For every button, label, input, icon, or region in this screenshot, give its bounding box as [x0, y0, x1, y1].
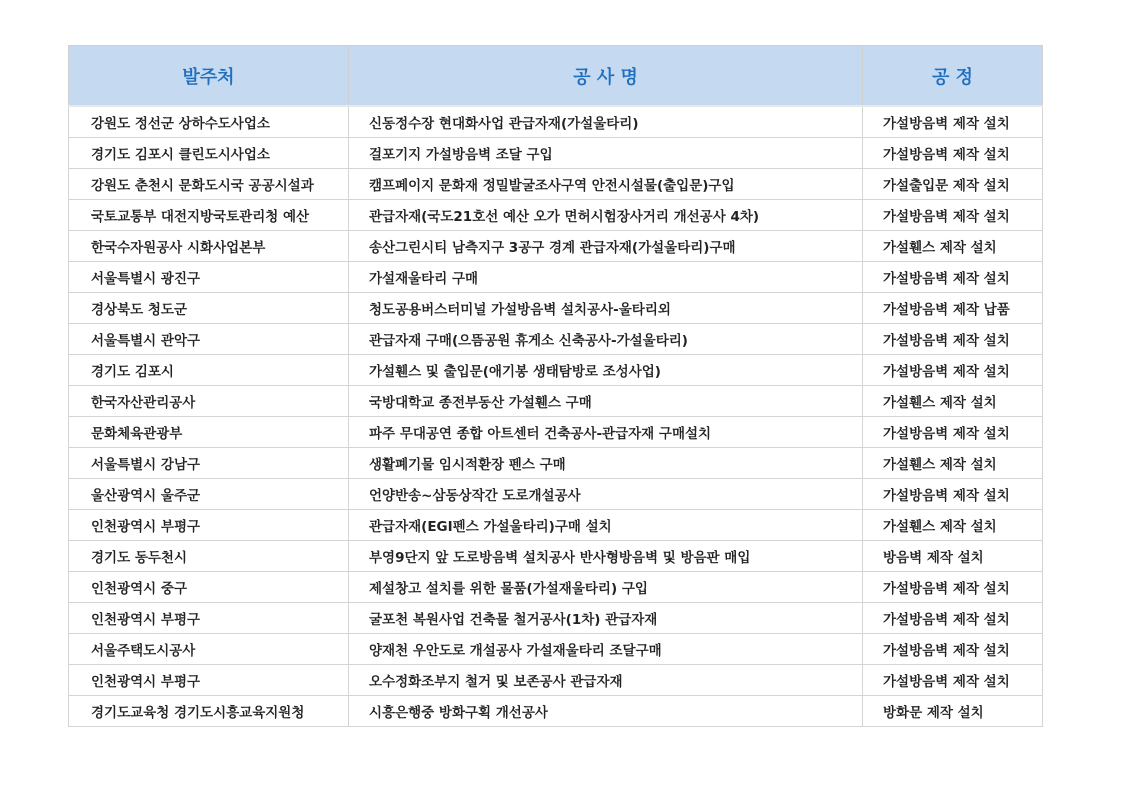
table-row [69, 541, 1043, 572]
cell-process: 가설방음벽 제작 설치 [863, 479, 1043, 510]
cell-project: 오수정화조부지 철거 및 보존공사 관급자재 [349, 665, 863, 696]
table-row [69, 200, 1043, 231]
column-header-project: 공 사 명 [349, 46, 863, 107]
cell-process: 가설방음벽 제작 설치 [863, 634, 1043, 665]
cell-process: 가설휀스 제작 설치 [863, 510, 1043, 541]
table-row [69, 355, 1043, 386]
cell-process: 가설휀스 제작 설치 [863, 386, 1043, 417]
cell-project: 청도공용버스터미널 가설방음벽 설치공사-울타리외 [349, 293, 863, 324]
table-row [69, 448, 1043, 479]
cell-process: 방화문 제작 설치 [863, 696, 1043, 727]
table-row [69, 138, 1043, 169]
cell-project: 가설휀스 및 출입문(애기봉 생태탐방로 조성사업) [349, 355, 863, 386]
cell-client: 서울특별시 광진구 [69, 262, 349, 293]
cell-process: 방음벽 제작 설치 [863, 541, 1043, 572]
cell-client: 경기도 김포시 [69, 355, 349, 386]
cell-client: 서울주택도시공사 [69, 634, 349, 665]
project-table [68, 45, 1043, 727]
project-record-sheet [68, 45, 1042, 727]
cell-client: 서울특별시 관악구 [69, 324, 349, 355]
cell-client: 경기도 동두천시 [69, 541, 349, 572]
cell-client: 경기도교육청 경기도시흥교육지원청 [69, 696, 349, 727]
table-row [69, 572, 1043, 603]
cell-client: 경기도 김포시 클린도시사업소 [69, 138, 349, 169]
cell-process: 가설방음벽 제작 설치 [863, 324, 1043, 355]
cell-project: 캠프페이지 문화재 정밀발굴조사구역 안전시설물(출입문)구입 [349, 169, 863, 200]
cell-process: 가설휀스 제작 설치 [863, 448, 1043, 479]
table-row [69, 262, 1043, 293]
cell-process: 가설방음벽 제작 설치 [863, 603, 1043, 634]
cell-project: 걸포기지 가설방음벽 조달 구입 [349, 138, 863, 169]
cell-project: 파주 무대공연 종합 아트센터 건축공사-관급자재 구매설치 [349, 417, 863, 448]
column-header-process: 공 정 [863, 46, 1043, 107]
cell-client: 국토교통부 대전지방국토관리청 예산 [69, 200, 349, 231]
cell-project: 신동정수장 현대화사업 관급자재(가설울타리) [349, 106, 863, 138]
cell-process: 가설출입문 제작 설치 [863, 169, 1043, 200]
cell-client: 강원도 정선군 상하수도사업소 [69, 106, 349, 138]
cell-client: 서울특별시 강남구 [69, 448, 349, 479]
column-header-client: 발주처 [69, 46, 349, 107]
table-row [69, 386, 1043, 417]
cell-project: 제설창고 설치를 위한 물품(가설재울타리) 구입 [349, 572, 863, 603]
cell-project: 관급자재(EGI펜스 가설울타리)구매 설치 [349, 510, 863, 541]
cell-client: 인천광역시 부평구 [69, 603, 349, 634]
table-row [69, 169, 1043, 200]
cell-client: 인천광역시 중구 [69, 572, 349, 603]
cell-project: 굴포천 복원사업 건축물 철거공사(1차) 관급자재 [349, 603, 863, 634]
cell-client: 강원도 춘천시 문화도시국 공공시설과 [69, 169, 349, 200]
cell-project: 관급자재(국도21호선 예산 오가 면허시험장사거리 개선공사 4차) [349, 200, 863, 231]
cell-client: 문화체육관광부 [69, 417, 349, 448]
cell-project: 관급자재 구매(으뜸공원 휴게소 신축공사-가설울타리) [349, 324, 863, 355]
cell-process: 가설방음벽 제작 설치 [863, 262, 1043, 293]
cell-client: 인천광역시 부평구 [69, 510, 349, 541]
cell-process: 가설방음벽 제작 설치 [863, 106, 1043, 138]
cell-process: 가설방음벽 제작 납품 [863, 293, 1043, 324]
cell-process: 가설휀스 제작 설치 [863, 231, 1043, 262]
table-row [69, 634, 1043, 665]
cell-client: 인천광역시 부평구 [69, 665, 349, 696]
table-row [69, 293, 1043, 324]
cell-client: 경상북도 청도군 [69, 293, 349, 324]
cell-project: 가설재울타리 구매 [349, 262, 863, 293]
table-header-row [69, 46, 1043, 107]
table-row [69, 106, 1043, 138]
table-body [69, 106, 1043, 727]
cell-client: 한국자산관리공사 [69, 386, 349, 417]
table-row [69, 696, 1043, 727]
cell-project: 국방대학교 종전부동산 가설휀스 구매 [349, 386, 863, 417]
cell-client: 한국수자원공사 시화사업본부 [69, 231, 349, 262]
cell-process: 가설방음벽 제작 설치 [863, 355, 1043, 386]
table-row [69, 665, 1043, 696]
table-row [69, 603, 1043, 634]
table-row [69, 479, 1043, 510]
cell-process: 가설방음벽 제작 설치 [863, 665, 1043, 696]
cell-project: 양재천 우안도로 개설공사 가설재울타리 조달구매 [349, 634, 863, 665]
cell-project: 부영9단지 앞 도로방음벽 설치공사 반사형방음벽 및 방음판 매입 [349, 541, 863, 572]
cell-project: 송산그린시티 남측지구 3공구 경계 관급자재(가설울타리)구매 [349, 231, 863, 262]
cell-project: 생활폐기물 임시적환장 펜스 구매 [349, 448, 863, 479]
table-row [69, 231, 1043, 262]
cell-project: 언양반송~삼동상작간 도로개설공사 [349, 479, 863, 510]
cell-process: 가설방음벽 제작 설치 [863, 200, 1043, 231]
cell-process: 가설방음벽 제작 설치 [863, 417, 1043, 448]
table-row [69, 324, 1043, 355]
cell-process: 가설방음벽 제작 설치 [863, 138, 1043, 169]
cell-process: 가설방음벽 제작 설치 [863, 572, 1043, 603]
cell-project: 시흥은행중 방화구획 개선공사 [349, 696, 863, 727]
table-row [69, 510, 1043, 541]
cell-client: 울산광역시 울주군 [69, 479, 349, 510]
table-row [69, 417, 1043, 448]
